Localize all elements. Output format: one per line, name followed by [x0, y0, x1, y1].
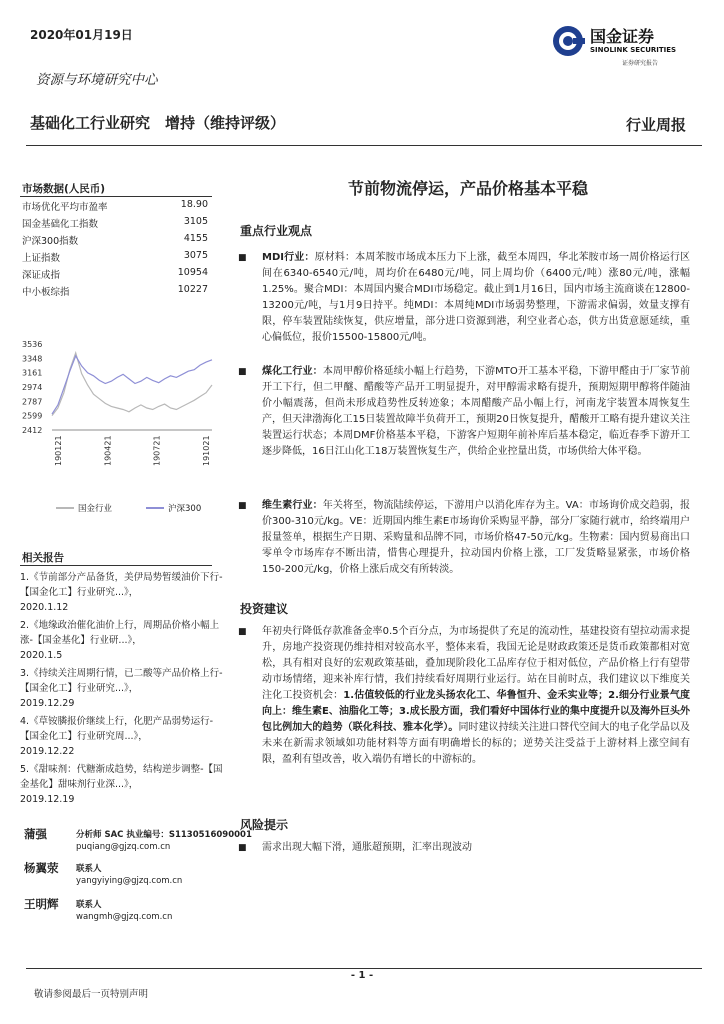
- bullet-icon: ■: [238, 627, 247, 637]
- bullet-icon: ■: [238, 367, 247, 377]
- market-row-label: 国金基础化工指数: [22, 219, 99, 230]
- investment-text-a: 年初央行降低存款准备金率0.5个百分点，为市场提供了充足的流动性，基建投资有望拉动需求提升，房地产投资现仍维持相对较高水平，整体来看，我国无论是财政政策还是货币政策都相对宽松，具有相对良好的宏观政策基础，叠加现阶段化工品库存位于相对低位，产品价格上行有望带动市场情绪，迎来补库行情，我们持续看好周期行业运行。站在目前时点，我们建议以下维度关注化工投资机会：: [262, 626, 690, 701]
- vitamin-text: 年关将至，物流陆续停运，下游用户以消化库存为主。VA：市场询价成交趋弱，报价300-310元/kg。VE：近期国内维生素E市场询价采购显平静，部分厂家随行就市，给终端用户报量签单，根据生产日期、采购量和品牌不同，市场价格47-50元/kg。生物素：国内贸易商出口零单令市场库存不断出清，惜售心理提升，拉动国内价格上涨，工厂发货略显紧张，市场价格150-200元/kg，价格上涨后成交有所转淡。: [262, 500, 691, 575]
- y-tick-label: 3536: [22, 340, 43, 349]
- related-report-text: 3.《持续关注周期行情，已二酸等产品价格上行-【国金化工】行业研究...》，: [20, 668, 223, 694]
- market-row: [22, 284, 208, 298]
- report-date: 2020年01月19日: [30, 28, 133, 42]
- market-row-value: 3075: [183, 250, 208, 261]
- related-report-text: 5.《甜味剂：代糖渐成趋势，结构逆步调整-【国金基化】甜味剂行业深...》，: [20, 764, 223, 790]
- related-report-text: 1.《节前部分产品备货，美伊局势暂缓油价下行-【国金化工】行业研究...》，: [20, 572, 223, 598]
- y-tick-label: 3348: [22, 354, 43, 364]
- report-title: 基础化工行业研究 增持（维持评级）: [30, 114, 286, 132]
- analyst-email[interactable]: wangmh@gjzq.com.cn: [76, 912, 173, 922]
- y-tick-label: 2787: [22, 397, 43, 407]
- disclaimer: 敬请参阅最后一页特别声明: [34, 989, 149, 1000]
- market-row-label: 中小板综指: [22, 287, 70, 298]
- series-line-hs300: [52, 356, 212, 414]
- chart-x-ticks: [54, 435, 211, 466]
- market-row-value: 18.90: [180, 199, 208, 210]
- chart-legend: [56, 502, 201, 514]
- market-row: [22, 233, 208, 247]
- market-row-label: 市场优化平均市盈率: [22, 202, 108, 213]
- x-tick-label: 190721: [152, 435, 162, 466]
- y-tick-label: 2974: [22, 383, 43, 392]
- header-divider: [26, 145, 702, 146]
- chart-series: [52, 353, 212, 416]
- market-row: [22, 199, 208, 213]
- related-report-text: 2.《地缘政治催化油价上行，周期品价格小幅上涨-【国金基化】行业研...》，: [20, 620, 220, 646]
- market-row: [22, 250, 208, 264]
- chart-y-ticks: [22, 340, 42, 435]
- analyst-name: 蒲强: [24, 827, 47, 841]
- mdi-text: 原材料：本周苯胺市场成本压力下上涨，截至本周四，华北苯胺市场一周价格运行区间在6340-6540元/吨，周均价在6480元/吨，同上周均价（6400元/吨）涨80元/吨，涨幅1.25%。聚合MDI：本周国内聚合MDI市场稳定。截止到1月16日，国内市场主流商谈在12800-13200元/吨，与1月9日持平。纯MDI：本周纯MDI市场弱势整理，下游需求偏弱，效量支撑有限，停车装置陆续恢复，供应增量，部分进口资源到港，利空业者心态，供方出货意愿延续，重心偏低位，报价15500-15800元/吨。: [262, 252, 690, 343]
- main-title: 节前物流停运，产品价格基本平稳: [347, 179, 588, 198]
- analyst-role: 分析师 SAC 执业编号：S1130516090001: [76, 830, 252, 840]
- bullet-icon: ■: [238, 501, 247, 511]
- x-tick-label: 191021: [202, 435, 211, 466]
- risk-text: 需求出现大幅下滑，通胀超预期，汇率出现波动: [262, 842, 472, 853]
- section-investment: 投资建议: [240, 602, 289, 616]
- market-row-value: 10954: [177, 267, 208, 278]
- bullet-icon: ■: [238, 843, 247, 853]
- legend-swatch-icon: [146, 507, 164, 509]
- related-report-date: 2020.1.12: [20, 602, 69, 613]
- mdi-head: MDI行业：: [262, 252, 315, 263]
- analyst-email[interactable]: puqiang@gjzq.com.cn: [76, 842, 171, 852]
- series-line-industry: [52, 353, 212, 416]
- brand-name: 国金证券: [590, 27, 655, 46]
- y-tick-label: 2599: [22, 411, 43, 421]
- legend-label: 国金行业: [78, 504, 113, 514]
- legend-swatch-icon: [56, 507, 74, 509]
- related-report-date: 2019.12.29: [20, 698, 75, 709]
- analyst-name: 王明辉: [24, 897, 59, 911]
- related-report-item[interactable]: [20, 714, 230, 759]
- y-tick-label: 3161: [22, 368, 43, 378]
- market-row-label: 深证成指: [22, 270, 61, 281]
- analyst-role: 联系人: [76, 900, 102, 910]
- report-type: 行业周报: [625, 116, 686, 134]
- market-row-label: 上证指数: [22, 253, 61, 264]
- index-chart: [20, 336, 220, 502]
- market-row-value: 10227: [177, 284, 208, 295]
- mdi-paragraph: [240, 250, 690, 346]
- related-report-date: 2019.12.19: [20, 794, 75, 805]
- y-tick-label: 2412: [22, 426, 43, 435]
- related-report-item[interactable]: [20, 618, 230, 663]
- related-report-item[interactable]: [20, 666, 230, 711]
- related-report-date: 2020.1.5: [20, 650, 63, 661]
- page-number: - 1 -: [350, 970, 374, 981]
- coal-head: 煤化工行业：: [262, 366, 323, 377]
- sinolink-logo-icon: [551, 24, 585, 58]
- coal-text: 本周甲醇价格延续小幅上行趋势，下游MTO开工基本平稳，下游甲醛由于厂家节前开工下行，但二甲醚、醋酸等产品开工明显提升，对甲醇需求略有提升，预期短期甲醇将伴随油价小幅震荡，但尚未形成趋势性反转迹象；本周醋酸产品小幅上行，河南龙宇装置本周恢复生产，但天津渤海化工15日装置故障半负荷开工，预期20日恢复提升，醋酸开工略有提升建议关注装置运行状态；本周DMF价格基本平稳，下游客户短期年前补库后基本稳定，临近春季下游开工逐步降低，16日江山化工18万装置恢复生产，供给企业控量出货，市场供给大体平稳。: [262, 366, 691, 457]
- coal-paragraph: [240, 364, 690, 460]
- vitamin-head: 维生素行业：: [262, 500, 323, 511]
- analyst-role: 联系人: [76, 864, 102, 874]
- market-row-value: 3105: [183, 216, 208, 227]
- bullet-icon: ■: [238, 253, 247, 263]
- legend-item: [56, 502, 112, 514]
- analyst-name: 杨翼荥: [24, 861, 59, 875]
- market-row-value: 4155: [183, 233, 208, 244]
- research-center: 资源与环境研究中心: [36, 72, 158, 88]
- risk-paragraph: [240, 840, 690, 856]
- market-row-label: 沪深300指数: [22, 236, 79, 247]
- legend-item: [146, 502, 201, 514]
- investment-text-c: 同时建议持续关注进口替代空间大的电子化学品以及未来在新需求领域如功能材料等方面有明确增长的标的；逆势关注受益于上游材料上涨空间有限，盈利有望改善，收入端仍有增长的中游标的。: [262, 722, 691, 765]
- market-data-title: 市场数据(人民币): [22, 183, 106, 195]
- footer-divider: [26, 968, 702, 969]
- section-risk: 风险提示: [240, 818, 289, 832]
- vitamin-paragraph: [240, 498, 690, 578]
- related-report-item[interactable]: [20, 762, 230, 807]
- x-tick-label: 190421: [103, 435, 113, 466]
- brand-subtitle: 证券研究报告: [622, 60, 659, 67]
- related-report-text: 4.《草铵膦报价继续上行，化肥产品弱势运行-【国金化工】行业研究周...》，: [20, 716, 213, 742]
- market-row: [22, 267, 208, 281]
- market-row: [22, 216, 208, 230]
- related-divider: [20, 565, 212, 566]
- market-divider: [20, 196, 212, 197]
- investment-paragraph: [240, 624, 690, 768]
- brand-english: SINOLINK SECURITIES: [590, 46, 677, 54]
- section-industry-views: 重点行业观点: [240, 224, 313, 238]
- x-tick-label: 190121: [54, 435, 63, 466]
- related-report-item[interactable]: [20, 570, 230, 615]
- legend-label: 沪深300: [168, 504, 202, 514]
- related-reports-title: 相关报告: [22, 552, 64, 564]
- related-report-date: 2019.12.22: [20, 746, 75, 757]
- analyst-email[interactable]: yangyiying@gjzq.com.cn: [76, 876, 183, 886]
- investment-text-b: 1.估值较低的行业龙头扬农化工、华鲁恒升、金禾实业等；2.细分行业景气度向上：维生素E、油脂化工等；3.成长股方面，我们看好中国体行业的集中度提升以及海外巨头外包比例加大的趋势（联化科技、雅本化学）。: [262, 690, 690, 733]
